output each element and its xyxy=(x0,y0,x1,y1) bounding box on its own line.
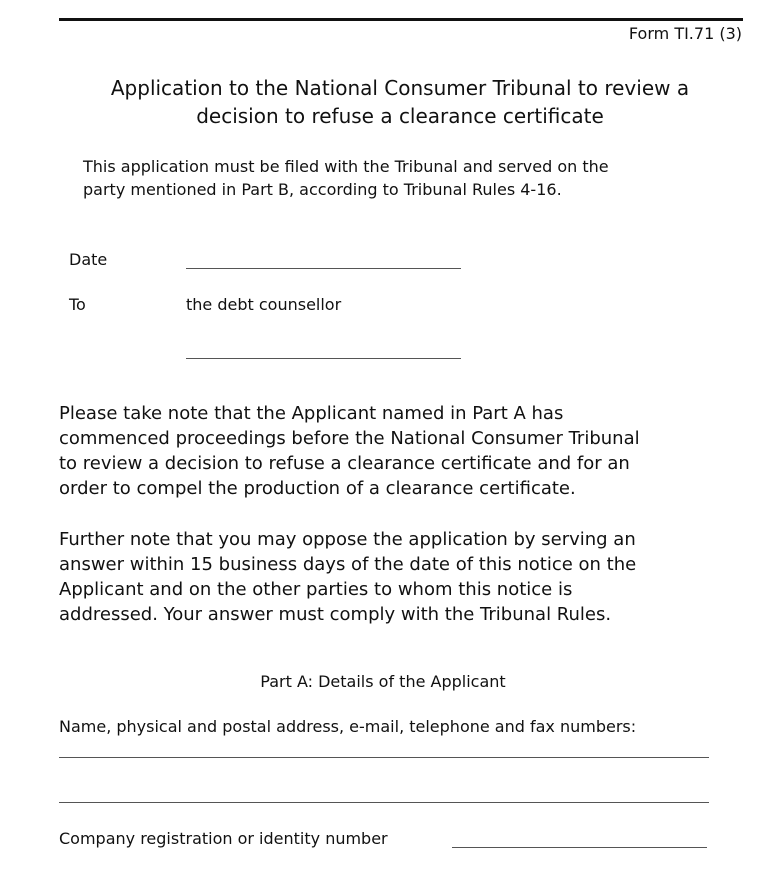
notice-p2-line: addressed. Your answer must comply with the Tribunal Rules. xyxy=(59,604,612,625)
title-line-1: Application to the National Consumer Tribunal to review a xyxy=(110,76,690,100)
notice-paragraph-1 xyxy=(59,401,759,501)
form-number: Form TI.71 (3) xyxy=(628,24,742,43)
notice-p1-line: commenced proceedings before the National Consumer Tribunal xyxy=(59,428,640,449)
intro-line-2: party mentioned in Part B, according to Tribunal Rules 4-16. xyxy=(83,180,562,199)
date-label: Date xyxy=(69,250,108,269)
to-label: To xyxy=(69,295,86,314)
top-rule xyxy=(59,18,743,21)
date-field[interactable] xyxy=(186,268,461,269)
debt-counsellor-name-field[interactable] xyxy=(186,358,461,359)
registration-number-field[interactable] xyxy=(452,847,707,848)
intro-text xyxy=(83,155,743,201)
contact-details-line-1[interactable] xyxy=(59,757,709,758)
notice-p1-line: to review a decision to refuse a clearance certificate and for an xyxy=(59,453,630,474)
part-a-heading: Part A: Details of the Applicant xyxy=(260,672,506,691)
to-value: the debt counsellor xyxy=(186,295,342,314)
notice-p2-line: answer within 15 business days of the date of this notice on the xyxy=(59,554,637,575)
notice-paragraph-2 xyxy=(59,527,759,627)
document-title xyxy=(40,74,760,130)
contact-details-line-2[interactable] xyxy=(59,802,709,803)
notice-p1-line: order to compel the production of a clearance certificate. xyxy=(59,478,576,499)
contact-details-label: Name, physical and postal address, e-mail, telephone and fax numbers: xyxy=(59,717,637,736)
notice-p2-line: Applicant and on the other parties to whom this notice is xyxy=(59,579,573,600)
intro-line-1: This application must be filed with the Tribunal and served on the xyxy=(83,157,609,176)
registration-number-label: Company registration or identity number xyxy=(59,829,388,848)
notice-p1-line: Please take note that the Applicant named in Part A has xyxy=(59,403,564,424)
notice-p2-line: Further note that you may oppose the application by serving an xyxy=(59,529,636,550)
title-line-2: decision to refuse a clearance certificate xyxy=(196,104,604,128)
